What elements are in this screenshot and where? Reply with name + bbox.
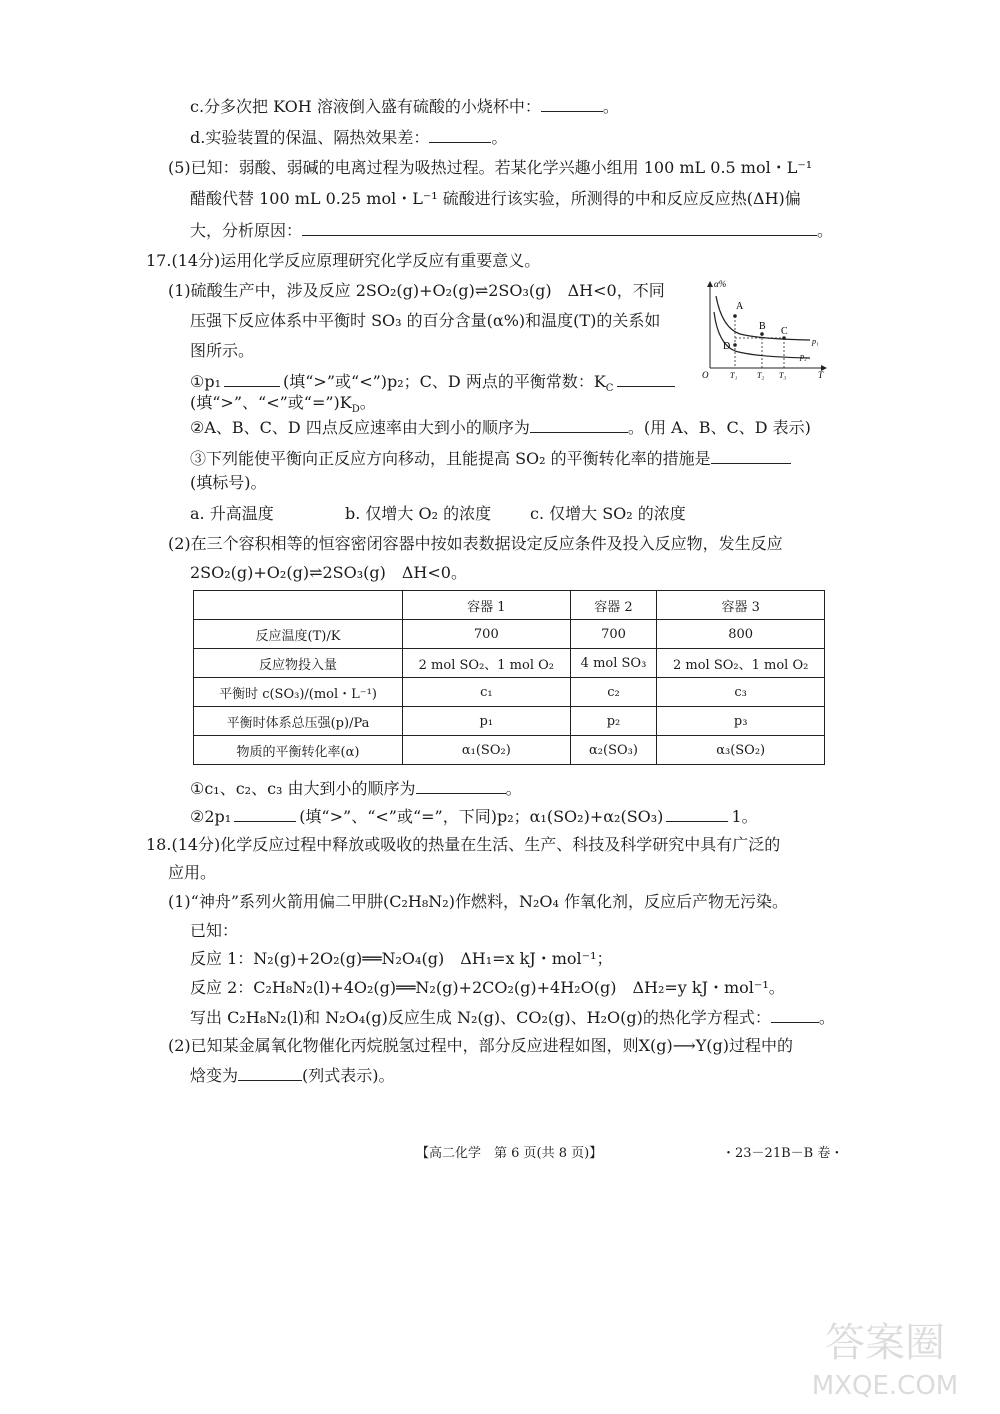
q17-option-b: b. 仅增大 O₂ 的浓度	[345, 504, 492, 523]
point-b	[760, 332, 764, 336]
label-b: B	[759, 321, 766, 332]
svg-text:答案圈: 答案圈	[825, 1320, 945, 1366]
x-axis-label: T	[818, 370, 824, 380]
q16-part5-line3: 大，分析原因： 。	[190, 221, 834, 240]
container-table	[193, 590, 825, 765]
q18-reaction2: 反应 2：C₂H₈N₂(l)+4O₂(g)══N₂(g)+2CO₂(g)+4H₂O(g) ΔH₂=y kJ・mol⁻¹。	[190, 978, 785, 997]
q16-part5-line2: 醋酸代替 100 mL 0.25 mol・L⁻¹ 硫酸进行该实验，所测得的中和反应反应热(ΔH)偏	[190, 189, 801, 208]
q18-write-equation: 写出 C₂H₈N₂(l)和 N₂O₄(g)反应生成 N₂(g)、CO₂(g)、H₂O(g)的热化学方程式： 。	[190, 1008, 835, 1027]
q17-sub3: ③下列能使平衡向正反应方向移动，且能提高 SO₂ 的平衡转化率的措施是	[190, 447, 791, 470]
q17-option-c: c. 仅增大 SO₂ 的浓度	[530, 504, 686, 523]
table-row: 平衡时体系总压强(p)/Pa p₁ p₂ p₃	[194, 707, 825, 736]
q16-item-c: c.分多次把 KOH 溶液倒入盛有硫酸的小烧杯中： 。	[190, 97, 619, 116]
point-a	[733, 314, 737, 318]
q18-reaction1: 反应 1：N₂(g)+2O₂(g)══N₂O₄(g) ΔH₁=x kJ・mol⁻¹；	[190, 949, 613, 968]
watermark-logo	[790, 1314, 980, 1404]
q17-part2-line1: (2)在三个容积相等的恒容密闭容器中按如表数据设定反应条件及投入反应物，发生反应	[168, 534, 783, 553]
q17-sub1-cont: (填“>”、“<”或“$=”)K_D$。	[190, 393, 376, 416]
label-c: C	[781, 326, 788, 337]
table-header-row: 容器 1 容器 2 容器 3	[194, 591, 825, 620]
equilibrium-graph	[700, 276, 830, 386]
q17-sub3-cont: (填标号)。	[190, 473, 267, 492]
q17-table-q1: ①c₁、c₂、c₃ 由大到小的顺序为 。	[190, 779, 522, 798]
label-d: D	[723, 341, 731, 352]
answer-blank[interactable]	[429, 126, 491, 143]
page-footer: 【高二化学 第 6 页(共 8 页)】	[416, 1146, 603, 1161]
q17-option-a: a. 升高温度	[190, 504, 274, 523]
q17-heading: 17.(14分)运用化学反应原理研究化学反应有重要意义。	[146, 251, 541, 270]
q17-sub1: ①p₁ (填“>”或“<”)p₂；C、D 两点的平衡常数：$K_C$	[190, 370, 675, 400]
q18-heading-line1: 18.(14分)化学反应过程中释放或吸收的热量在生活、生产、科技及科学研究中具有广泛的	[146, 835, 781, 854]
answer-blank[interactable]	[416, 777, 506, 794]
q17-sub2: ②A、B、C、D 四点反应速率由大到小的顺序为 。(用 A、B、C、D 表示)	[190, 418, 811, 437]
q18-known: 已知：	[190, 921, 239, 940]
tick-t3: T₃	[779, 371, 787, 380]
answer-blank[interactable]	[666, 805, 728, 822]
origin-label: O	[702, 370, 709, 380]
q17-part1-line1: (1)硫酸生产中，涉及反应 2SO₂(g)+O₂(g)⇌2SO₃(g) ΔH<0，不同	[168, 281, 665, 300]
q18-heading-line2: 应用。	[168, 863, 217, 882]
answer-blank[interactable]	[224, 370, 280, 387]
answer-blank[interactable]	[617, 370, 675, 387]
svg-text:MXQE.COM: MXQE.COM	[811, 1371, 959, 1401]
answer-blank[interactable]	[711, 447, 791, 464]
q17-part2-line2: 2SO₂(g)+O₂(g)⇌2SO₃(g) ΔH<0。	[190, 563, 467, 582]
q18-part2-line1: (2)已知某金属氧化物催化丙烷脱氢过程中，部分反应进程如图，则X(g)⟶Y(g)过程中的	[168, 1036, 794, 1055]
label-a: A	[736, 301, 744, 312]
y-axis-label: α%	[714, 279, 727, 289]
q17-part1-line3: 图所示。	[190, 341, 255, 360]
table-row: 物质的平衡转化率(α) α₁(SO₂) α₂(SO₃) α₃(SO₂)	[194, 736, 825, 765]
answer-blank[interactable]	[541, 95, 603, 112]
q17-part1-line2: 压强下反应体系中平衡时 SO₃ 的百分含量(α%)和温度(T)的关系如	[190, 311, 661, 330]
table-row: 反应温度(T)/K 700 700 800	[194, 620, 825, 649]
answer-blank[interactable]	[238, 1064, 302, 1081]
paper-code: ・23－21B－B 卷・	[722, 1146, 844, 1161]
tick-t1: T₁	[730, 371, 738, 380]
q17-table-q2: ②2p₁ (填“>”、“<”或“=”，下同)p₂；α₁(SO₂)+α₂(SO₃) 1。	[190, 807, 758, 826]
label-p2: p₂	[800, 352, 807, 361]
q18-part2-line2: 焓变为 (列式表示)。	[190, 1066, 395, 1085]
q16-part5-line1: (5)已知：弱酸、弱碱的电离过程为吸热过程。若某化学兴趣小组用 100 mL 0.5 mol・L⁻¹	[168, 158, 813, 177]
q18-part1: (1)“神舟”系列火箭用偏二甲肼(C₂H₈N₂)作燃料，N₂O₄ 作氧化剂，反应后产物无污染。	[168, 892, 788, 911]
table-row: 平衡时 c(SO₃)/(mol・L⁻¹) c₁ c₂ c₃	[194, 678, 825, 707]
answer-blank[interactable]	[530, 416, 628, 433]
label-p1: p₁	[812, 337, 819, 346]
q16-item-d: d.实验装置的保温、隔热效果差： 。	[190, 128, 508, 147]
answer-blank[interactable]	[234, 805, 296, 822]
answer-blank[interactable]	[302, 219, 817, 236]
table-row: 反应物投入量 2 mol SO₂、1 mol O₂ 4 mol SO₃ 2 mol SO₂、1 mol O₂	[194, 649, 825, 678]
tick-t2: T₂	[757, 371, 765, 380]
point-d	[733, 343, 737, 347]
answer-blank[interactable]	[771, 1006, 819, 1023]
